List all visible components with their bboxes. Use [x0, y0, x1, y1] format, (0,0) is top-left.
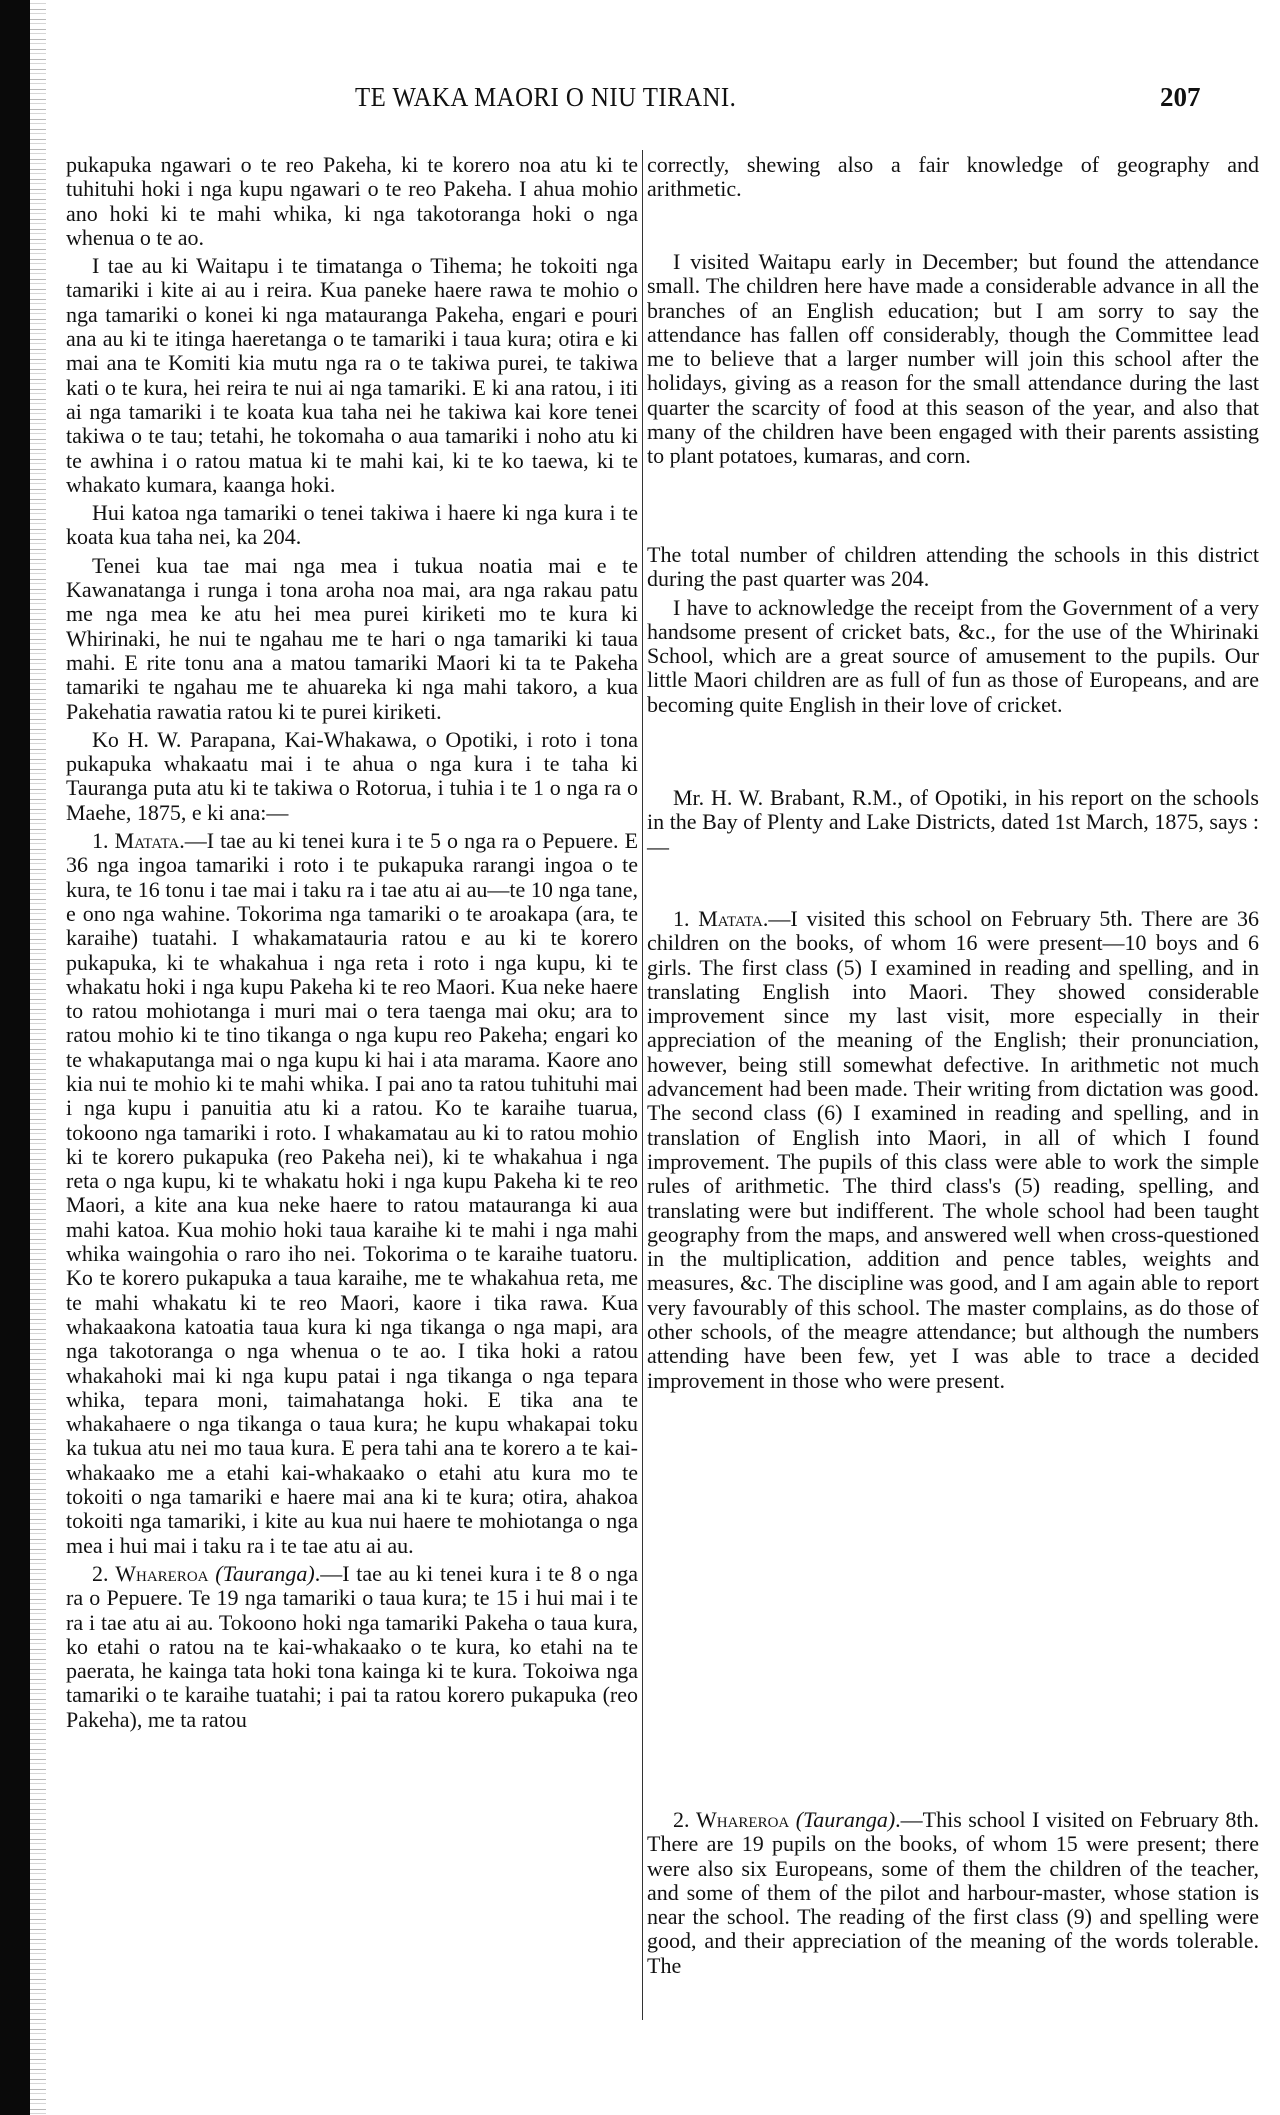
english-paragraph	[647, 250, 1259, 473]
section-heading: Whareroa	[115, 1560, 209, 1586]
section-whareroa-english	[647, 1808, 1259, 1982]
paragraph: Tenei kua tae mai nga mea i tukua noatia mai e te Kawanatanga i runga i tona aroha noa mai, ara nga rakau patu me nga mea ke atu hei mea purei kiriketi mo te kura ki Whirinaki, he nui te ngahau me te hari o nga tamariki ki taua mahi. E rite tonu ana a matou tamariki Maori ki ta te Pakeha tamariki te ngahau me te ahuareka ki nga mahi takoro, a kua Pakehatia rawatia ratou ki te purei kiriketi.	[66, 552, 638, 724]
paragraph: I have to acknowledge the receipt from the Government of a very handsome present of cricket bats, &c., for the use of the Whirinaki School, which are a great source of amusement to the pupils. Our little Maori children are as full of fun as those of Europeans, and are becoming quite English in their love of cricket.	[647, 594, 1259, 717]
paragraph: Mr. H. W. Brabant, R.M., of Opotiki, in his report on the schools in the Bay of Plenty and Lake Districts, dated 1st March, 1875, says :—	[647, 785, 1259, 859]
section-heading: Matata	[698, 906, 763, 931]
section-place: (Tauranga)	[795, 1807, 896, 1832]
english-paragraph	[647, 153, 1259, 206]
maori-column	[66, 153, 638, 1736]
journal-title: TE WAKA MAORI O NIU TIRANI.	[355, 82, 737, 112]
section-text: .—I visited this school on February 5th. There are 36 children on the books, of whom 16 were present—10 boys and 6 girls. The first class (5) I examined in reading and spelling, and in translating English into Maori. They showed considerable improvement since my last visit, more especially in their appreciation of the meaning of the English; their pronunciation, however, being still somewhat defective. In arithmetic not much advancement had been made. Their writing from dictation was good. The second class (6) I examined in reading and spelling, and in translation of English into Maori, in all of which I found improvement. The pupils of this class were able to work the simple rules of arithmetic. The third class's (5) reading, spelling, and translating were but indifferent. The whole school had been taught geography from the maps, and answered well when cross-questioned in the multiplication, addition and pence tables, weights and measures, &c. The discipline was good, and I am again able to report very favourably of this school. The master complains, as do those of other schools, of the meagre attendance; but although the numbers attending have been few, yet I was able to trace a decided improvement in those who were present.	[647, 906, 1259, 1393]
column-divider	[642, 150, 643, 2020]
section-heading: Matata	[114, 828, 180, 854]
paragraph: correctly, shewing also a fair knowledge of geography and arithmetic.	[647, 152, 1259, 202]
scan-margin	[30, 0, 46, 2115]
section-text: .—This school I visited on February 8th. There are 19 pupils on the books, of whom 15 were present; there were also six Europeans, some of them the children of the teacher, and some of them of the pilot and harbour-master, whose station is near the school. The reading of the first class (9) and spelling were good, and their appreciation of the meaning of the words tolerable. The	[647, 1807, 1260, 1978]
section-matata-english	[647, 907, 1259, 1397]
page-number: 207	[1160, 82, 1201, 112]
section-number: 2.	[673, 1807, 690, 1832]
section-place: (Tauranga)	[215, 1560, 315, 1586]
english-paragraph	[647, 786, 1259, 863]
paragraph: I visited Waitapu early in December; but found the attendance small. The children here have made a considerable advance in all the branches of an English education; but I am sorry to say the attendance has fallen off considerably, though the Committee lead me to believe that a larger number will join this school after the holidays, giving as a reason for the small attendance during the last quarter the scarcity of food at this season of the year, and also that many of the children have been engaged with their parents assisting to plant potatoes, kumaras, and corn.	[647, 249, 1259, 469]
paragraph: Ko H. W. Parapana, Kai-Whakawa, o Opotiki, i roto i tona pukapuka whakaatu mai i te ahua o nga kura i te taha ki Tauranga puta atu ki te takiwa o Rotorua, i tuhia i te 1 o nga ra o Maehe, 1875, e ki ana:—	[66, 726, 638, 825]
section-whareroa-maori	[66, 1562, 638, 1732]
running-header	[0, 82, 1280, 122]
section-matata-maori	[66, 829, 638, 1558]
section-text: .—I tae au ki tenei kura i te 8 o nga ra o Pepuere. Te 19 nga tamariki o taua kura; te 15 i hui mai i te ra i tae atu ai au. Tokoono hoki nga tamariki Pakeha o taua kura, ko etahi o ratou na te kai-whakaako o te kura, ko etahi na te paerata, he kainga tata hoki tona kainga ki te kura. Tokoiwa nga tamariki o te karaihe tuatahi; i pai ta ratou korero pukapuka (reo Pakeha), me ta ratou	[66, 1560, 639, 1732]
paragraph: Hui katoa nga tamariki o tenei takiwa i haere ki nga kura i te koata kua taha nei, ka 204.	[66, 500, 638, 550]
section-text: .—I tae au ki tenei kura i te 5 o nga ra o Pepuere. E 36 nga ingoa tamariki i roto i te pukapuka rarangi ingoa o te kura, te 16 tonu i tae mai i taku ra i tae atu ai au—te 10 nga tane, e ono nga wahine. Tokorima nga tamariki o te aroakapa (ara, te karaihe) tuatahi. I whakamatauria ratou e au ki te korero pukapuka, ki te whakahua i nga reta i roto i nga kupu, ki te whakatu hoki i nga kupu Pakeha ki te reo Maori. Kua neke haere to ratou mohiotanga i muri mai o tera taenga mai oku; ara to ratou mohio ki te tino tikanga o nga kupu reo Pakeha; engari ko te whakaputanga mai o nga kupu ki hai i ata marama. Kaore ano kia nui te mohio ki te mahi whika. I pai ano ta ratou tuhituhi mai i nga kupu i panuitia atu ki a ratou. Ko te karaihe tuarua, tokoono nga tamariki i roto. I whakamatau au ki to ratou mohio ki te korero pukapuka (reo Pakeha nei), ki te whakahua i nga reta o nga kupu, ki te whakatu hoki i nga kupu Pakeha ki te reo Maori, a kite ana kua neke haere to ratou matauranga ki aua mahi katoa. Kua mohio hoki taua karaihe ki te mahi i nga mahi whika waingohia o raro iho nei. Tokorima o te karaihe tuatoru. Ko te korero pukapuka a taua karaihe, me te whakahua reta, me te mahi whakatu ki te reo Maori, kaore i tika rawa. Kua whakaakona katoatia taua kura ki nga tikanga o nga mapi, ara nga takotoranga o nga whenua o te ao. I tika hoki a ratou whakahoki mai ki nga kupu patai i nga tikanga o nga tepara whika, tepara moni, taimahatanga hoki. E tika ana te whakahaere o nga tikanga o taua kura; he kupu whakapai toku ka tukua atu nei mo taua kura. E pera tahi ana te korero a te kai-whakaako me a etahi kai-whakaako o etahi atu kura mo te tokoiti o nga tamariki e haere mai ana ki te kura; otira, ahakoa tokoiti nga tamariki, i kite au kua nui haere te mohiotanga o nga mea i hui mai i taku ra i te tae atu ai au.	[66, 828, 639, 1558]
section-number: 1.	[673, 906, 690, 931]
page-binding-edge	[0, 0, 30, 2115]
english-paragraph	[647, 543, 1259, 721]
paragraph: The total number of children attending the schools in this district during the past quarter was 204.	[647, 542, 1259, 592]
section-number: 2.	[92, 1560, 109, 1586]
paragraph: I tae au ki Waitapu i te timatanga o Tihema; he tokoiti nga tamariki i kite ai au i reira. Kua paneke haere rawa te mohio o nga tamariki o konei ki nga matauranga Pakeha, engari e pouri ana au ki te itinga haeretanga o te tamariki i taua kura; otira e ki mai ana te Komiti kia mutu nga ra o te takiwa purei, te takiwa kati o te kura, hei reira te nui ai nga tamariki. E ki ana ratou, i iti ai nga tamariki i te koata kua taha nei he takiwa kai kore tenei takiwa o te tau; tetahi, he tokomaha o aua tamariki i noho atu ki te awhina i o ratou matua ki te mahi kai, ki te ko taewa, ki te whakato kumara, kaanga hoki.	[66, 253, 638, 497]
paragraph: pukapuka ngawari o te reo Pakeha, ki te korero noa atu ki te tuhituhi hoki i nga kupu ngawari o te reo Pakeha. I ahua mohio ano hoki ki te mahi whika, ki nga takotoranga hoki o nga whenua o te ao.	[66, 152, 638, 250]
section-number: 1.	[92, 828, 109, 854]
section-heading: Whareroa	[695, 1807, 790, 1832]
